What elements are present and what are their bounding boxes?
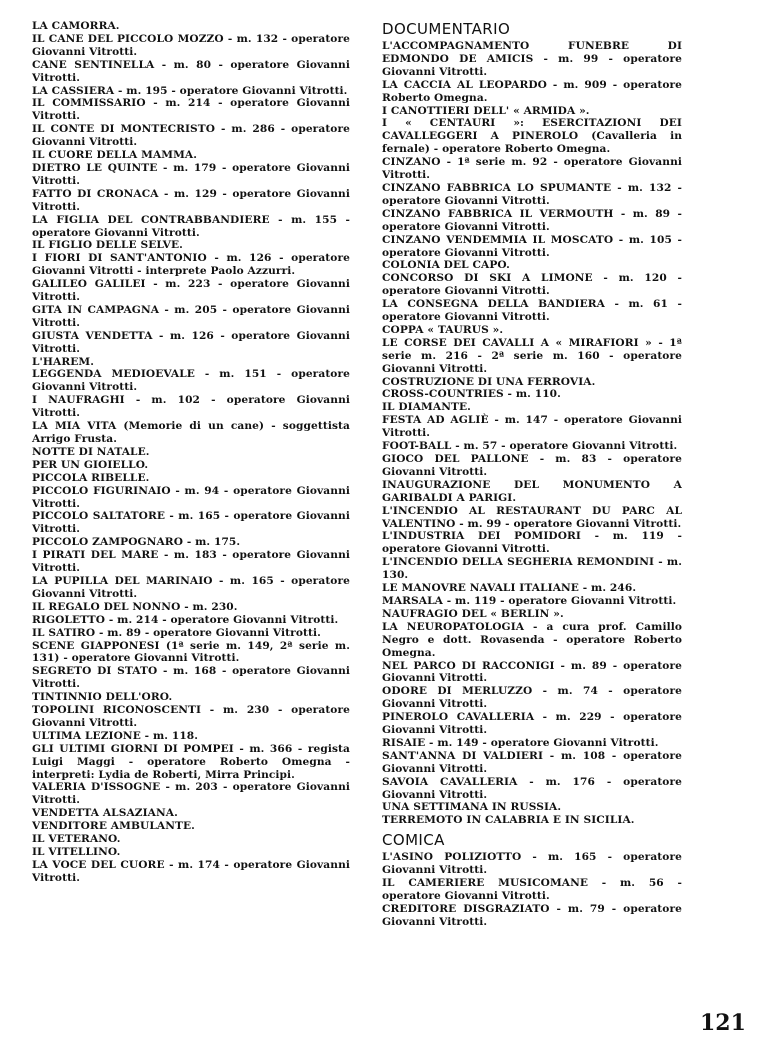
filmography-entry: GIOCO DEL PALLONE - m. 83 - operatore Giovanni Vitrotti. bbox=[382, 453, 682, 478]
filmography-entry: NOTTE DI NATALE. bbox=[32, 445, 150, 458]
filmography-entry: IL CAMERIERE MUSICOMANE - m. 56 - operatore Giovanni Vitrotti. bbox=[382, 877, 682, 902]
filmography-entry: LA CACCIA AL LEOPARDO - m. 909 - operatore Roberto Omegna. bbox=[382, 78, 682, 104]
filmography-entry: CROSS-COUNTRIES - m. 110. bbox=[382, 388, 561, 401]
filmography-entry: PICCOLO FIGURINAIO - m. 94 - operatore Giovanni Vitrotti. bbox=[32, 484, 350, 510]
filmography-entry: PER UN GIOIELLO. bbox=[32, 458, 149, 471]
filmography-entry: TOPOLINI RICONOSCENTI - m. 230 - operatore Giovanni Vitrotti. bbox=[32, 704, 350, 729]
filmography-entry: LA CASSIERA - m. 195 - operatore Giovanni Vitrotti. bbox=[32, 84, 348, 97]
filmography-entry: LA CONSEGNA DELLA BANDIERA - m. 61 - operatore Giovanni Vitrotti. bbox=[382, 298, 682, 324]
filmography-entry: UNA SETTIMANA IN RUSSIA. bbox=[382, 801, 562, 814]
filmography-entry: SAVOIA CAVALLERIA - m. 176 - operatore Giovanni Vitrotti. bbox=[382, 775, 682, 801]
filmography-entry: SEGRETO DI STATO - m. 168 - operatore Giovanni Vitrotti. bbox=[32, 665, 350, 691]
filmography-entry: LA PUPILLA DEL MARINAIO - m. 165 - operatore Giovanni Vitrotti. bbox=[32, 574, 350, 600]
filmography-entry: FOOT-BALL - m. 57 - operatore Giovanni Vitrotti. bbox=[382, 440, 678, 453]
filmography-entry: VALERIA D'ISSOGNE - m. 203 - operatore Giovanni Vitrotti. bbox=[32, 781, 350, 807]
filmography-entry: IL VETERANO. bbox=[32, 833, 121, 846]
filmography-entry: IL COMMISSARIO - m. 214 - operatore Giovanni Vitrotti. bbox=[32, 97, 350, 123]
filmography-entry: CONCORSO DI SKI A LIMONE - m. 120 - operatore Giovanni Vitrotti. bbox=[382, 272, 682, 298]
filmography-entry: IL CUORE DELLA MAMMA. bbox=[32, 149, 198, 162]
filmography-entry: PICCOLA RIBELLE. bbox=[32, 471, 150, 484]
filmography-entry: IL SATIRO - m. 89 - operatore Giovanni Vitrotti. bbox=[32, 626, 321, 639]
filmography-entry: COLONIA DEL CAPO. bbox=[382, 259, 510, 272]
filmography-entry: CINZANO FABBRICA IL VERMOUTH - m. 89 - operatore Giovanni Vitrotti. bbox=[382, 207, 682, 233]
filmography-entry: COSTRUZIONE DI UNA FERROVIA. bbox=[382, 375, 596, 388]
filmography-entry: ULTIMA LEZIONE - m. 118. bbox=[32, 729, 199, 742]
filmography-entry: VENDITORE AMBULANTE. bbox=[32, 820, 195, 833]
filmography-entry: GITA IN CAMPAGNA - m. 205 - operatore Giovanni Vitrotti. bbox=[32, 303, 350, 329]
filmography-entry: L'ASINO POLIZIOTTO - m. 165 - operatore Giovanni Vitrotti. bbox=[382, 851, 682, 877]
filmography-entry: NEL PARCO DI RACCONIGI - m. 89 - operatore Giovanni Vitrotti. bbox=[382, 659, 682, 685]
documentario-list bbox=[382, 40, 682, 827]
filmography-entry: TERREMOTO IN CALABRIA E IN SICILIA. bbox=[382, 814, 635, 827]
filmography-entry: I FIORI DI SANT'ANTONIO - m. 126 - operatore Giovanni Vitrotti - interprete Paolo Azzurri. bbox=[32, 252, 350, 278]
filmography-entry: TINTINNIO DELL'ORO. bbox=[32, 691, 173, 704]
filmography-entry: IL REGALO DEL NONNO - m. 230. bbox=[32, 600, 238, 613]
filmography-entry: NAUFRAGIO DEL « BERLIN ». bbox=[382, 607, 564, 620]
filmography-entry: CINZANO VENDEMMIA IL MOSCATO - m. 105 - operatore Giovanni Vitrotti. bbox=[382, 233, 682, 259]
section-heading-comica: COMICA bbox=[382, 831, 445, 850]
filmography-entry: CINZANO - 1ª serie m. 92 - operatore Giovanni Vitrotti. bbox=[382, 156, 682, 182]
filmography-entry: COPPA « TAURUS ». bbox=[382, 323, 504, 336]
filmography-entry: SANT'ANNA DI VALDIERI - m. 108 - operatore Giovanni Vitrotti. bbox=[382, 749, 682, 775]
filmography-entry: PINEROLO CAVALLERIA - m. 229 - operatore Giovanni Vitrotti. bbox=[382, 711, 682, 737]
filmography-entry: CREDITORE DISGRAZIATO - m. 79 - operatore Giovanni Vitrotti. bbox=[382, 902, 682, 928]
left-column bbox=[32, 20, 350, 885]
filmography-entry: ODORE DI MERLUZZO - m. 74 - operatore Giovanni Vitrotti. bbox=[382, 685, 682, 711]
filmography-entry: LEGGENDA MEDIOEVALE - m. 151 - operatore Giovanni Vitrotti. bbox=[32, 368, 350, 394]
filmography-entry: IL CONTE DI MONTECRISTO - m. 286 - operatore Giovanni Vitrotti. bbox=[32, 123, 350, 149]
filmography-entry: I CANOTTIERI DELL' « ARMIDA ». bbox=[382, 104, 590, 117]
filmography-entry: GIUSTA VENDETTA - m. 126 - operatore Giovanni Vitrotti. bbox=[32, 329, 350, 355]
filmography-entry: LA NEUROPATOLOGIA - a cura prof. Camillo Negro e dott. Rovasenda - operatore Roberto Omegna. bbox=[382, 620, 682, 659]
filmography-entry: PICCOLO ZAMPOGNARO - m. 175. bbox=[32, 536, 241, 549]
filmography-entry: L'ACCOMPAGNAMENTO FUNEBRE DI EDMONDO DE AMICIS - m. 99 - operatore Giovanni Vitrotti. bbox=[382, 40, 682, 78]
filmography-entry: FESTA AD AGLIÈ - m. 147 - operatore Giovanni Vitrotti. bbox=[382, 414, 682, 440]
filmography-entry: FATTO DI CRONACA - m. 129 - operatore Giovanni Vitrotti. bbox=[32, 187, 350, 213]
filmography-entry: L'INCENDIO DELLA SEGHERIA REMONDINI - m. 130. bbox=[382, 556, 682, 582]
filmography-entry: INAUGURAZIONE DEL MONUMENTO A GARIBALDI A PARIGI. bbox=[382, 478, 682, 504]
filmography-entry: RIGOLETTO - m. 214 - operatore Giovanni Vitrotti. bbox=[32, 613, 339, 626]
filmography-entry: CINZANO FABBRICA LO SPUMANTE - m. 132 - operatore Giovanni Vitrotti. bbox=[382, 181, 682, 207]
filmography-entry: L'INCENDIO AL RESTAURANT DU PARC AL VALENTINO - m. 99 - operatore Giovanni Vitrotti. bbox=[382, 504, 682, 530]
filmography-entry: VENDETTA ALSAZIANA. bbox=[32, 807, 178, 820]
page-number: 121 bbox=[700, 1010, 746, 1036]
filmography-entry: IL VITELLINO. bbox=[32, 846, 121, 858]
filmography-entry: LA MIA VITA (Memorie di un cane) - soggettista Arrigo Frusta. bbox=[32, 420, 350, 445]
filmography-entry: MARSALA - m. 119 - operatore Giovanni Vitrotti. bbox=[382, 594, 677, 607]
filmography-entry: RISAIE - m. 149 - operatore Giovanni Vitrotti. bbox=[382, 736, 659, 749]
filmography-entry: IL FIGLIO DELLE SELVE. bbox=[32, 239, 183, 252]
filmography-entry: LA FIGLIA DEL CONTRABBANDIERE - m. 155 - operatore Giovanni Vitrotti. bbox=[32, 213, 350, 239]
filmography-entry: I NAUFRAGHI - m. 102 - operatore Giovanni Vitrotti. bbox=[32, 394, 350, 420]
filmography-entry: PICCOLO SALTATORE - m. 165 - operatore Giovanni Vitrotti. bbox=[32, 510, 350, 536]
filmography-entry: IL CANE DEL PICCOLO MOZZO - m. 132 - operatore Giovanni Vitrotti. bbox=[32, 32, 350, 58]
right-column bbox=[382, 20, 682, 929]
filmography-entry: L'HAREM. bbox=[32, 355, 95, 368]
filmography-entry: CANE SENTINELLA - m. 80 - operatore Giovanni Vitrotti. bbox=[32, 58, 350, 84]
filmography-entry: SCENE GIAPPONESI (1ª serie m. 149, 2ª serie m. 131) - operatore Giovanni Vitrotti. bbox=[32, 639, 350, 665]
filmography-entry: LA CAMORRA. bbox=[32, 20, 120, 32]
filmography-entry: GLI ULTIMI GIORNI DI POMPEI - m. 366 - regista Luigi Maggi - operatore Roberto Omegna - interpreti: Lydia de Roberti, Mirra Principi. bbox=[32, 742, 350, 781]
comica-list bbox=[382, 851, 682, 928]
filmography-entry: LA VOCE DEL CUORE - m. 174 - operatore Giovanni Vitrotti. bbox=[32, 858, 350, 884]
filmography-entry: LE CORSE DEI CAVALLI A « MIRAFIORI » - 1ª serie m. 216 - 2ª serie m. 160 - operatore Giovanni Vitrotti. bbox=[382, 336, 682, 375]
filmography-entry: L'INDUSTRIA DEI POMIDORI - m. 119 - operatore Giovanni Vitrotti. bbox=[382, 530, 682, 556]
filmography-entry: IL DIAMANTE. bbox=[382, 401, 471, 414]
filmography-entry: GALILEO GALILEI - m. 223 - operatore Giovanni Vitrotti. bbox=[32, 278, 350, 304]
filmography-entry: DIETRO LE QUINTE - m. 179 - operatore Giovanni Vitrotti. bbox=[32, 161, 350, 187]
filmography-entry: I « CENTAURI »: ESERCITAZIONI DEI CAVALLEGGERI A PINEROLO (Cavalleria in fernale) - operatore Roberto Omegna. bbox=[382, 117, 682, 156]
filmography-entry: LE MANOVRE NAVALI ITALIANE - m. 246. bbox=[382, 582, 637, 595]
filmography-entry: I PIRATI DEL MARE - m. 183 - operatore Giovanni Vitrotti. bbox=[32, 549, 350, 575]
section-heading-documentario: DOCUMENTARIO bbox=[382, 20, 511, 38]
